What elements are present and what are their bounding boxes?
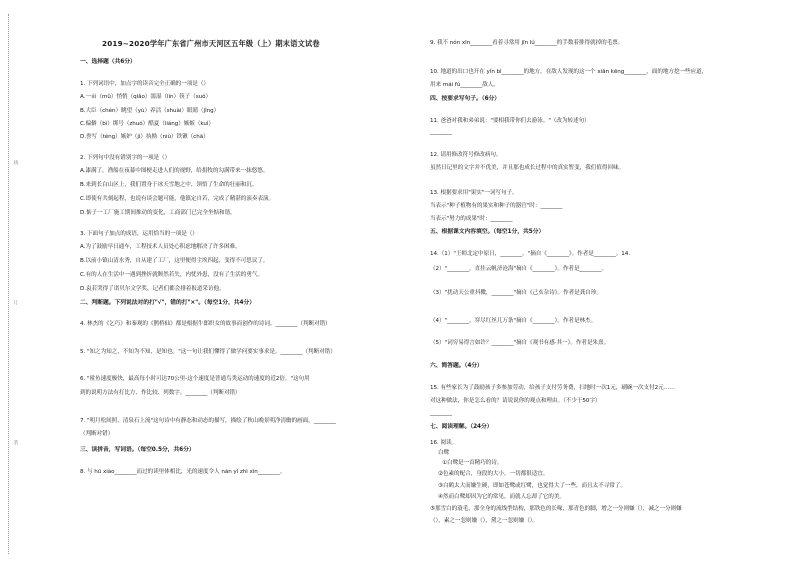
left-text-line: 3. 下面句子加点的成语，运用恰当的一项是（） bbox=[80, 231, 198, 237]
left-text-line: D.惦子一工厂施工期间推动的变化，工商部门已完全坐惦和谐。 bbox=[80, 210, 236, 216]
right-text-line: ②色素的配合，身段的大小，一切都很适宜。 bbox=[438, 471, 549, 477]
left-text-line: 到的说明方法有打比方、作比较、列数字。________（判断对错） bbox=[80, 390, 241, 396]
right-text-line: 10. 地道的出口也开在 yǐn bì________的地方。在敌人发现的这一个 xiān kēng________，面的地方挖一些应道， bbox=[430, 69, 708, 75]
left-text-line: B.以前小镇山清水秀，自从建了工厂，这里便得尘埃四起，变得不可思议了。 bbox=[80, 258, 269, 264]
right-text-line: 白鹭 bbox=[438, 450, 450, 456]
left-text-line: （判断对错） bbox=[80, 431, 114, 437]
right-text-line: 15. 有些家长为了鼓励孩子多参加劳动，给孩子支付劳务费，扫地时一次1元，刷碗一次支付2元…… bbox=[430, 385, 675, 391]
left-text-line: B.大臣（chén）眺望（yù）养活（shuài）眼睛（jǐng） bbox=[80, 108, 220, 114]
left-column bbox=[80, 0, 416, 562]
left-text-line: B.来到长白山区上，我们置身于冰天雪地之中，领悟了生命的壮丽和沉。 bbox=[80, 182, 258, 188]
right-text-line: （4）"________，穿尽红丝几万条"摘自《________》。作者是林杰。 bbox=[430, 318, 597, 324]
left-section-heading: 一、选择题（共6分） bbox=[80, 59, 136, 65]
binding-label-3: 装 bbox=[13, 440, 18, 446]
left-text-line: C.有的人在生活中一遇到挫折就颓然若失，内忧外患，没有了生活的勇气。 bbox=[80, 272, 263, 278]
exam-title: 2019~2020学年广东省广州市天河区五年级（上）期末语文试卷 bbox=[102, 39, 320, 48]
right-text-line: 虽然日记里的文字并不优美，并且那也成长过程中的真实暂变，我们值得回味。 bbox=[430, 165, 625, 171]
right-column bbox=[430, 0, 780, 562]
right-section-heading: 七、阅读理解。（24分） bbox=[430, 424, 493, 430]
left-section-heading: 二、判断题。下列说法对的打"√"，错的打"×"。（每空1分，共4分） bbox=[80, 300, 255, 306]
right-text-line: （5）"词穷易得言如许？________"摘自《观书有感·其一》。作者是朱熹。 bbox=[430, 340, 610, 346]
right-text-line: 用来 mái fú________敌人。 bbox=[430, 82, 499, 88]
right-text-line: ________ bbox=[430, 410, 452, 416]
binding-label-1: 线 bbox=[13, 160, 18, 166]
left-section-heading: 三、读拼音，写词语。（每空0.5分，共6分） bbox=[80, 447, 195, 453]
left-text-line: D.袁若哭得了诺贝尔文学奖，记者们都会排着报道采访他。 bbox=[80, 286, 225, 292]
binding-margin-dotted-line bbox=[8, 14, 10, 554]
right-text-line: （2）"________，直挂云帆济沧海"摘自《________》。作者是________。 bbox=[430, 266, 608, 272]
left-text-line: C.偏僻（bì）绑号（zhuó）酷夏（liáng）嫉嫉（kuì） bbox=[80, 121, 214, 127]
left-text-line: 2. 下列句中没有错别字的一项是（） bbox=[80, 155, 171, 161]
right-text-line: 11. 爸爸对我和弟弟说："要相我带你们去游泳。"（改为转述句） bbox=[430, 118, 590, 124]
left-text-line: A.漆满了，渔船在夜幕中图梗走进人们的视野，给捐牧的勾满带来一抹悠悠。 bbox=[80, 168, 269, 174]
left-text-line: 5. "知之为知之，不知为不知，是知也。"这一句让我们懂得了做学问要实事求是。________（判断对错） bbox=[80, 349, 336, 355]
right-text-line: ⑤那雪白的蓑毛，那全身的流线型结构，那铁色的长喙，那青色的脚，增之一分则嫌（），减之一分则嫌 bbox=[430, 506, 682, 512]
right-text-line: ④然而白鹭却因为它的常见，而就人忘却了它的美。 bbox=[438, 494, 565, 500]
left-text-line: D.誊写（téng）嫉妒（jì）执拗（niù）铁锹（chā） bbox=[80, 134, 209, 140]
right-text-line: 13. 根据要求用"果实"一词写句子。 bbox=[430, 190, 518, 196]
right-section-heading: 五、根据课文内容填空。（每空1分，共5分） bbox=[430, 229, 545, 235]
right-text-line: 16. 阅读。 bbox=[430, 440, 458, 446]
right-text-line: 对这种做法，你是怎么看的？请说说你的观点和理由。（不少于50字） bbox=[430, 398, 601, 404]
right-text-line: ③白鹤太大而嫌生硬，即如苍鹭或红鹭，也觉得大了一些，而且太不寻常了。 bbox=[438, 483, 626, 489]
left-text-line: 6. "鲨鱼速度极快，最高每小时可达70公里-这个速度是普通鸟类运动的速度的近2倍。"这句用 bbox=[80, 376, 310, 382]
right-text-line: 当表示"种子植物有的果实和种子的器官"时：________ bbox=[430, 203, 563, 209]
right-text-line: 当表示"努力的成果"时：________ bbox=[430, 216, 513, 222]
left-text-line: C.即使有共刻起程，也说有谈会题可能，他镇定自若，完成了精湛的演奏表演。 bbox=[80, 196, 275, 202]
right-text-line: 14.（1）"王师北定中原日，________。"摘自《________》。作者是________。14. bbox=[430, 251, 631, 257]
left-text-line: 4. 林杰的《乞巧》和秦观的《鹊桥仙》都是根据牛郎织女的故事而创作的诗词。________（判断对错） bbox=[80, 321, 331, 327]
left-text-line: 8. 与 hū xiào________而过的读里体相比，光的速度令人 nán yǐ zhì xìn________。 bbox=[80, 469, 286, 475]
right-text-line: 9. 我不 nón xīn________看着寻常用 jīn lú________的手数着排得就掉的毛票。 bbox=[430, 40, 624, 46]
right-text-line: （3）"扰动天公重抖擞，________"摘自《己亥杂诗》。作者是龚自珍。 bbox=[430, 290, 602, 296]
right-text-line: （），素之一忽则嫌（），黛之一忽则嫌（）。 bbox=[430, 518, 539, 524]
left-text-line: 7. "明月松间照，清泉石上流"这句诗中有静态和动态的描写，描绘了秋山晚景明净清幽的画面。________ bbox=[80, 418, 336, 424]
left-text-line: A.为了鼓励早日通车，工程技术人员处心积虑地解决了许多困难。 bbox=[80, 244, 241, 250]
right-section-heading: 六、简答题。（4分） bbox=[430, 363, 483, 369]
left-text-line: 1. 下列词语中，加点字的读音完全正确的一项是（） bbox=[80, 81, 209, 87]
right-text-line: ①白鹭是一首精巧的诗。 bbox=[442, 460, 503, 466]
right-section-heading: 四、按要求写句子。（6分） bbox=[430, 96, 501, 102]
binding-label-2: 订 bbox=[13, 300, 18, 306]
right-text-line: ________ bbox=[430, 129, 452, 135]
right-text-line: 12. 请用修改符号修改病句。 bbox=[430, 152, 502, 158]
left-text-line: A.一亩（mǔ）悄悄（qiǎo）濡湿（lín）筷子（suǒ） bbox=[80, 94, 211, 100]
